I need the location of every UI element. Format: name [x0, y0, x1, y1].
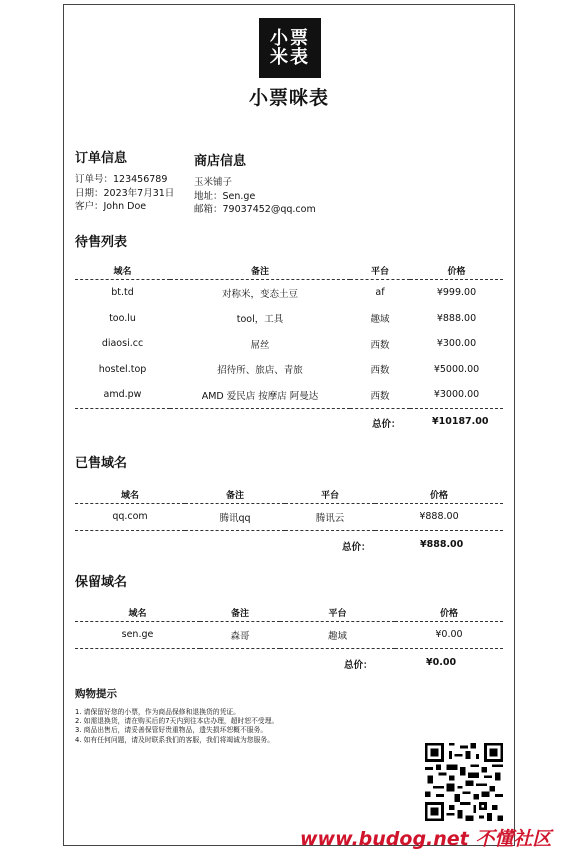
- logo-text: 小票米表: [270, 28, 310, 68]
- qr-code-icon: [425, 743, 503, 821]
- receipt-paper: [63, 4, 515, 846]
- note-cell: 屌丝: [250, 339, 270, 351]
- domain-cell: amd.pw: [75, 382, 170, 408]
- column-header-note: 备注: [170, 261, 350, 280]
- column-header-note: 备注: [200, 603, 280, 622]
- for-sale-total-label: 总价：: [372, 419, 401, 430]
- watermark: www.budog.net 不懂社区: [300, 828, 552, 850]
- column-header-price: 价格: [395, 603, 503, 622]
- reserved-total-value: ¥0.00: [426, 657, 457, 668]
- tip-line: 1. 请保留好您的小票，作为商品保修和退换货的凭证。: [75, 708, 240, 716]
- domain-cell: too.lu: [109, 312, 136, 324]
- store-info-heading: 商店信息: [194, 154, 247, 169]
- domain-cell: qq.com: [75, 504, 185, 531]
- tips-heading: 购物提示: [75, 688, 117, 700]
- order-info-heading: 订单信息: [75, 151, 128, 166]
- table-header-row: [75, 261, 503, 280]
- brand-title: 小票咪表: [248, 87, 329, 109]
- store-name: 玉米铺子: [194, 177, 233, 188]
- column-header-note: 备注: [185, 485, 285, 504]
- note-cell: 森哥: [200, 622, 280, 649]
- table-header-row: [75, 603, 503, 622]
- column-header-domain: 域名: [75, 261, 170, 280]
- table-row: [75, 280, 503, 306]
- for-sale-total-value: ¥10187.00: [432, 416, 489, 427]
- price-cell: ¥888.00: [375, 504, 503, 531]
- table-row: [75, 504, 503, 531]
- price-cell: ¥999.00: [436, 287, 477, 299]
- tip-line: 4. 如有任何问题，请及时联系我们的客服，我们将竭诚为您服务。: [75, 735, 274, 744]
- column-header-price: 价格: [375, 485, 503, 504]
- column-header-platform: 平台: [285, 485, 375, 504]
- column-header-domain: 域名: [75, 603, 200, 622]
- platform-cell: 腾讯云: [285, 504, 375, 531]
- domain-cell: bt.td: [111, 287, 134, 299]
- platform-cell: 趣域: [280, 622, 395, 649]
- store-info: [194, 176, 316, 217]
- price-cell: ¥5000.00: [433, 363, 480, 375]
- column-header-platform: 平台: [280, 603, 395, 622]
- domain-cell: diaosi.cc: [101, 338, 144, 350]
- table-header-row: [75, 485, 503, 504]
- for-sale-heading: 待售列表: [75, 235, 128, 250]
- tip-line: 3. 商品出售后，请妥善保管好贵重物品，遗失损坏恕概不服务。: [75, 726, 268, 735]
- price-cell: ¥3000.00: [410, 382, 503, 408]
- table-row: [75, 357, 503, 383]
- note-cell: tool，工具: [236, 314, 284, 326]
- sold-total-value: ¥888.00: [420, 539, 464, 550]
- note-cell: 腾讯qq: [185, 504, 285, 531]
- platform-cell: af: [375, 287, 385, 299]
- logo: [259, 18, 321, 78]
- reserved-heading: 保留域名: [75, 575, 128, 590]
- tip-line: 2. 如需退换货，请在购买后的7天内到往本店办理，超时恕不受理。: [75, 717, 279, 726]
- order-date: 日期：2023年7月31日: [75, 187, 175, 199]
- for-sale-table: [75, 261, 503, 409]
- note-cell: AMD 爱民店 按摩店 阿曼达: [170, 382, 350, 408]
- platform-cell: 趣域: [370, 314, 390, 326]
- sold-heading: 已售域名: [75, 456, 128, 471]
- column-header-platform: 平台: [350, 261, 410, 280]
- sold-table: [75, 485, 503, 531]
- table-row: [75, 331, 503, 357]
- order-customer: 客户：John Doe: [75, 201, 147, 212]
- store-address: 地址：Sen.ge: [194, 190, 256, 202]
- order-number: 订单号：123456789: [75, 174, 168, 185]
- sold-total-label: 总价：: [342, 542, 371, 553]
- price-cell: ¥888.00: [436, 312, 477, 324]
- price-cell: ¥300.00: [436, 338, 477, 350]
- table-row: [75, 382, 503, 408]
- table-row: [75, 622, 503, 649]
- store-email: 邮箱：79037452@qq.com: [194, 204, 316, 215]
- column-header-price: 价格: [410, 261, 503, 280]
- reserved-total-label: 总价：: [344, 660, 373, 671]
- note-cell: 招待所、旅店、青旅: [217, 365, 303, 377]
- domain-cell: sen.ge: [75, 622, 200, 649]
- platform-cell: 西数: [350, 382, 410, 408]
- platform-cell: 西数: [370, 339, 390, 351]
- table-row: [75, 306, 503, 332]
- domain-cell: hostel.top: [98, 363, 147, 375]
- platform-cell: 西数: [370, 365, 390, 377]
- reserved-table: [75, 603, 503, 649]
- price-cell: ¥0.00: [395, 622, 503, 649]
- order-info: [75, 173, 174, 214]
- column-header-domain: 域名: [75, 485, 185, 504]
- tips-list: [75, 708, 278, 745]
- note-cell: 对称米，变态土豆: [221, 288, 298, 300]
